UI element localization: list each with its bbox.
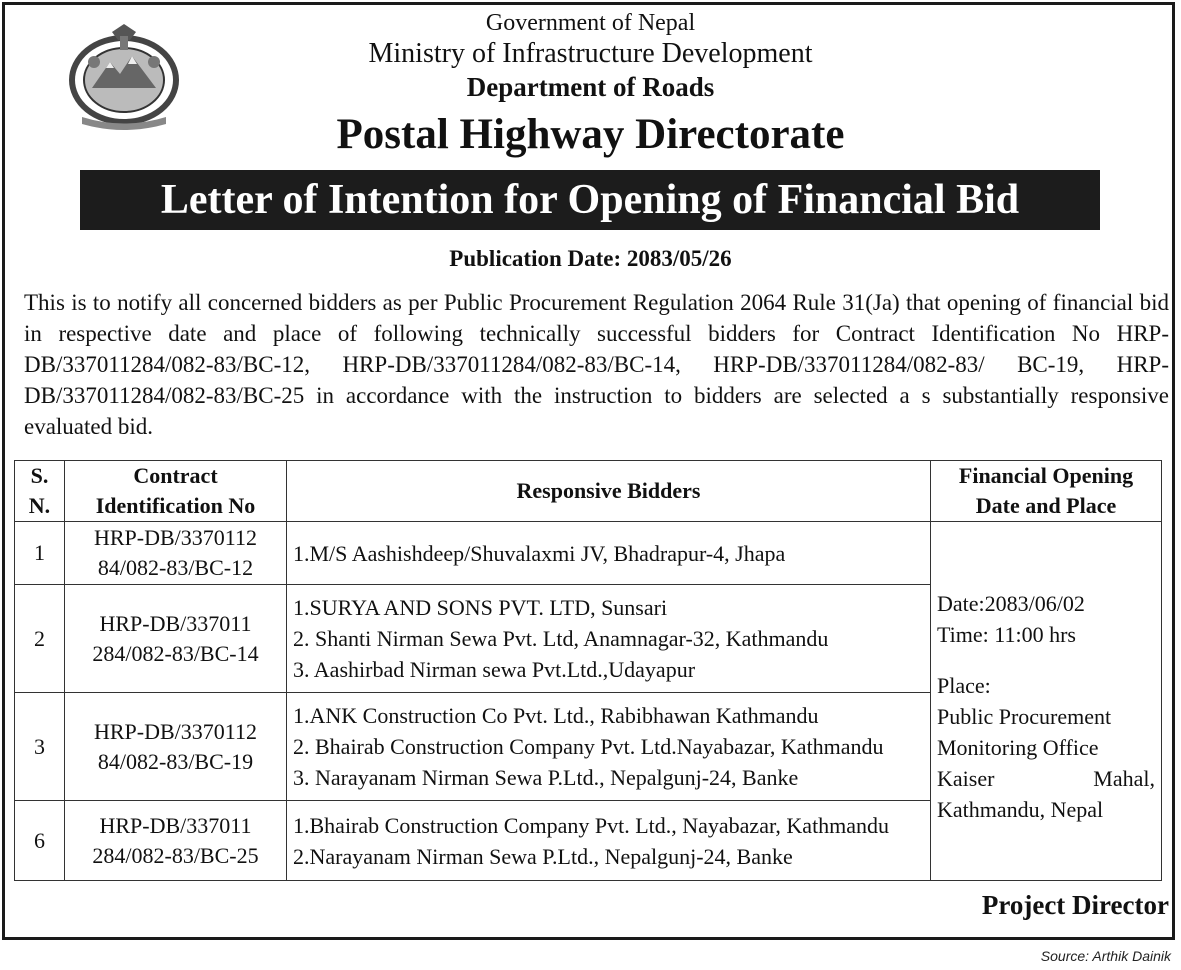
opening-date: Date:2083/06/02 (937, 591, 1085, 616)
signature-project-director: Project Director (981, 890, 1169, 920)
header-sn: S. N. (15, 461, 65, 522)
row-sn: 3 (15, 693, 65, 801)
place-line-1: Public Procurement (937, 704, 1112, 729)
bidder-line: 2.Narayanam Nirman Sewa P.Ltd., Nepalgunj-24, Banke (293, 843, 793, 869)
opening-time: Time: 11:00 hrs (937, 622, 1076, 647)
row-sn: 2 (15, 585, 65, 693)
table-row (15, 522, 1162, 585)
header-bidders: Responsive Bidders (287, 461, 931, 522)
bidder-line: 2. Shanti Nirman Sewa Pvt. Ltd, Anamnagar-32, Kathmandu (293, 626, 829, 651)
table-header-row (15, 461, 1162, 522)
bidder-line: 3. Narayanam Nirman Sewa P.Ltd., Nepalgunj-24, Banke (293, 765, 799, 790)
row-contract: HRP-DB/337011 284/082-83/BC-25 (65, 801, 287, 881)
row-sn: 1 (15, 522, 65, 585)
row-bidders (287, 693, 931, 801)
financial-opening-cell (931, 522, 1162, 881)
place-label: Place: (937, 673, 991, 698)
row-bidders (287, 801, 931, 881)
source-credit: Source: Arthik Dainik (1040, 948, 1171, 964)
bidders-table (14, 460, 1162, 881)
row-contract: HRP-DB/3370112 84/082-83/BC-12 (65, 522, 287, 585)
row-contract: HRP-DB/3370112 84/082-83/BC-19 (65, 693, 287, 801)
bidder-line: 1.ANK Construction Co Pvt. Ltd., Rabibhawan Kathmandu (293, 703, 819, 728)
row-bidders (287, 585, 931, 693)
bidder-line: 1.SURYA AND SONS PVT. LTD, Sunsari (293, 595, 668, 620)
notice-banner: Letter of Intention for Opening of Financial Bid (80, 170, 1100, 230)
bidder-line: 2. Bhairab Construction Company Pvt. Ltd.Nayabazar, Kathmandu (293, 734, 884, 759)
bidder-line: 3. Aashirbad Nirman sewa Pvt.Ltd.,Udayapur (293, 657, 696, 682)
bidder-line: 1.Bhairab Construction Company Pvt. Ltd., Nayabazar, Kathmandu (293, 812, 890, 838)
row-contract: HRP-DB/337011 284/082-83/BC-14 (65, 585, 287, 693)
row-bidders (287, 522, 931, 585)
header-ministry: Ministry of Infrastructure Development (368, 38, 813, 69)
place-line-2: Monitoring Office (937, 735, 1099, 760)
place-line-4: Kathmandu, Nepal (937, 797, 1104, 822)
header-department: Department of Roads (466, 72, 715, 102)
place-line-3: Kaiser Mahal, (937, 766, 1155, 791)
header-government: Government of Nepal (485, 10, 696, 36)
notice-body: This is to notify all concerned bidders as per Public Procurement Regulation 2064 Rule 31(Ja) that opening of financial bid in respective date and place of following technically successful bidders for Contract Identification No HRP-DB/337011284/082-83/BC-12, HRP-DB/337011284/082-83/BC-14, HRP-DB/337011284/082-83/ BC-19, HRP-DB/337011284/082-83/BC-25 in accordance with the instruction to bidders are selected a s substantially responsive evaluated bid. (24, 290, 1169, 439)
row-sn: 6 (15, 801, 65, 881)
header-contract: Contract Identification No (65, 461, 287, 522)
publication-date: Publication Date: 2083/05/26 (449, 246, 732, 271)
bidder-line: 1.M/S Aashishdeep/Shuvalaxmi JV, Bhadrapur-4, Jhapa (293, 540, 786, 566)
header-directorate: Postal Highway Directorate (336, 111, 845, 158)
header-financial: Financial Opening Date and Place (931, 461, 1162, 522)
